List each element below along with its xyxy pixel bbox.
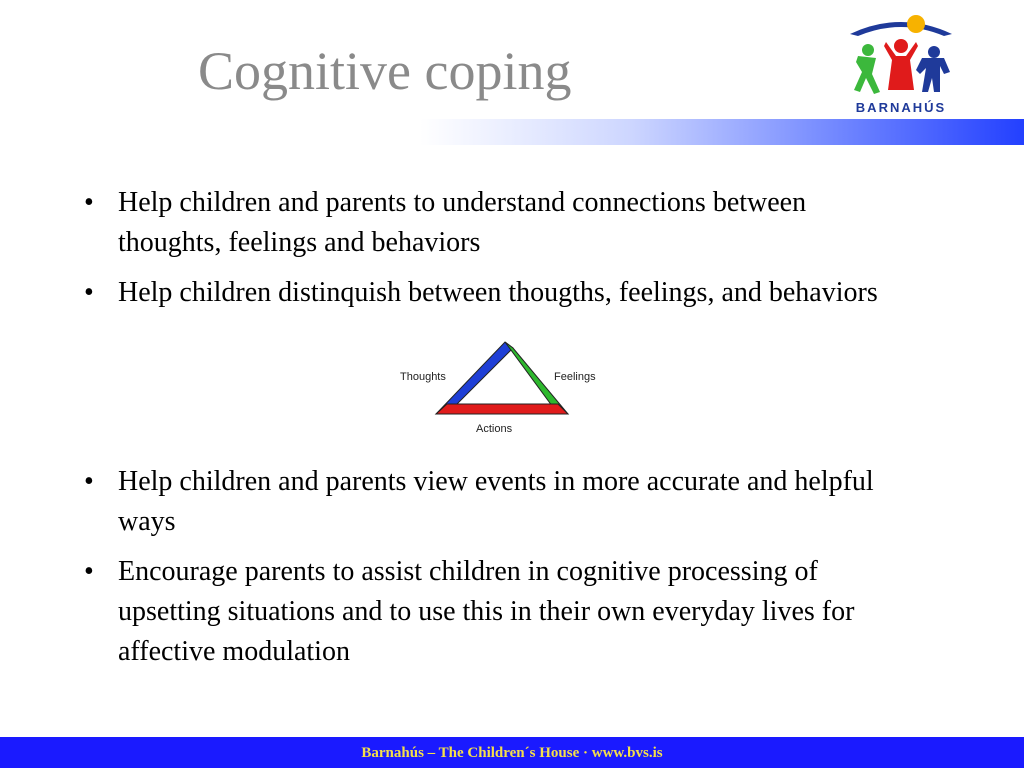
bullet-dot-icon: •	[84, 466, 94, 497]
footer-text: Barnahús – The Children´s House · www.bvs.is	[361, 745, 663, 761]
list-item: • Help children distinquish between thougths, feelings, and behaviors	[84, 273, 914, 313]
list-item: • Help children and parents view events in more accurate and helpful ways	[84, 462, 914, 542]
bullet-dot-icon: •	[84, 556, 94, 587]
title-gradient-bar	[420, 119, 1024, 145]
bullet-list-bottom	[84, 462, 914, 682]
bullet-list-top	[84, 183, 914, 323]
list-item: • Encourage parents to assist children in cognitive processing of upsetting situations and to use this in their own everyday lives for affective modulation	[84, 552, 914, 672]
footer-bar	[0, 737, 1024, 768]
slide-title: Cognitive coping	[198, 41, 572, 101]
bullet-dot-icon: •	[84, 277, 94, 308]
barnahus-logo-icon	[846, 12, 956, 102]
feelings-label: Feelings	[554, 371, 596, 383]
thoughts-edge	[436, 342, 513, 414]
thoughts-feelings-actions-diagram	[392, 338, 622, 440]
list-item: • Help children and parents to understand connections between thoughts, feelings and behaviors	[84, 183, 914, 263]
actions-label: Actions	[476, 423, 513, 435]
bullet-dot-icon: •	[84, 187, 94, 218]
logo-text: BARNAHÚS	[855, 100, 947, 115]
thoughts-label: Thoughts	[400, 371, 446, 383]
actions-edge	[436, 404, 568, 414]
barnahus-logo	[846, 12, 956, 120]
